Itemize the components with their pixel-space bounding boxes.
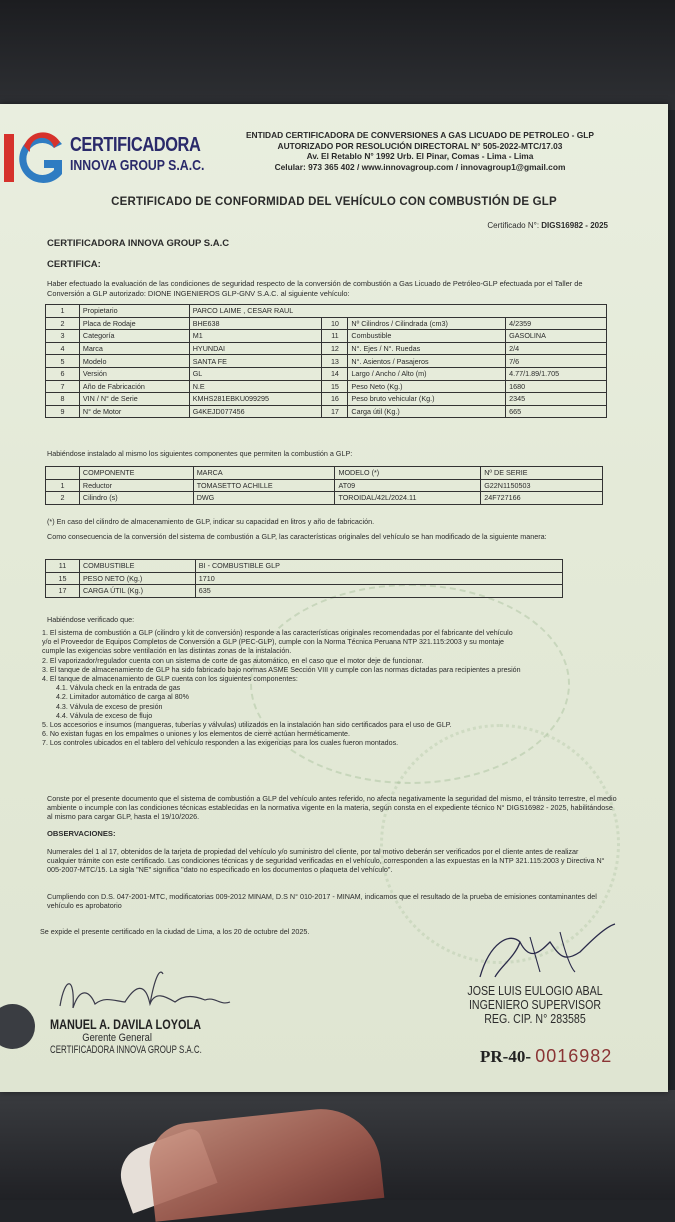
- logo-line-1: CERTIFICADORA: [70, 134, 201, 156]
- cumpliendo-paragraph: Cumpliendo con D.S. 047-2001-MTC, modificatorias 009-2012 MINAM, D.S N° 010-2017 - MINAM, indicamos que el resultado de la prueba de emisiones contaminantes del vehículo es aprobatorio: [47, 892, 597, 911]
- component-name: Reductor: [79, 479, 193, 492]
- component-name: Cilindro (s): [79, 492, 193, 505]
- entity-line-1: ENTIDAD CERTIFICADORA DE CONVERSIONES A GAS LICUADO DE PETROLEO - GLP: [245, 130, 595, 140]
- vehicle-value: G4KEJD077456: [189, 405, 322, 418]
- check-item: 3. El tanque de almacenamiento de GLP ha sido fabricado bajo normas ASME Sección VIII y cumple con las normas dictadas para recipientes a presión: [42, 665, 521, 674]
- vehicle-num: 13: [322, 355, 348, 368]
- signature-right: [470, 922, 620, 984]
- vehicle-label: Marca: [79, 342, 189, 355]
- header-marca: MARCA: [193, 467, 335, 480]
- vehicle-label: N° de Motor: [79, 405, 189, 418]
- vehicle-num: 2: [46, 317, 80, 330]
- logo-line-2: INNOVA GROUP S.A.C.: [70, 157, 205, 174]
- vehicle-label: Versión: [79, 367, 189, 380]
- header-modelo: MODELO (*): [335, 467, 481, 480]
- vehicle-num: 10: [322, 317, 348, 330]
- entity-line-3: Av. El Retablo N° 1992 Urb. El Pinar, Comas - Lima - Lima: [306, 151, 534, 161]
- check-item: 4.4. Válvula de exceso de flujo: [56, 711, 153, 720]
- modified-num: 17: [46, 585, 80, 598]
- vehicle-value: KMHS281EBKU099295: [189, 393, 322, 406]
- vehicle-value: GL: [189, 367, 322, 380]
- signer-right-role: INGENIERO SUPERVISOR: [468, 998, 602, 1012]
- modified-row: [46, 585, 563, 598]
- signature-block-left: [50, 1016, 250, 1056]
- document-title: CERTIFICADO DE CONFORMIDAD DEL VEHÍCULO CON COMBUSTIÓN DE GLP: [111, 196, 557, 208]
- check-item: y/o el Proveedor de Equipos Completos de Conversión a GLP (PEC-GLP), cumple con la Norma Técnica Peruana NTP 321.115:2003 y su montaje: [42, 638, 504, 647]
- vehicle-value: 4.77/1.89/1.705: [506, 367, 607, 380]
- vehicle-label: Categoría: [79, 330, 189, 343]
- component-serial: G22N1150503: [481, 479, 603, 492]
- vehicle-num: 14: [322, 367, 348, 380]
- component-brand: TOMASETTO ACHILLE: [193, 479, 335, 492]
- check-item: 1. El sistema de combustión a GLP (cilindro y kit de conversión) responde a las características originales recomendadas por el fabricante del vehículo: [42, 629, 513, 637]
- vehicle-value: N.E: [189, 380, 322, 393]
- vehicle-row: [46, 393, 607, 406]
- vehicle-label: Nº Cilindros / Cilindrada (cm3): [348, 317, 506, 330]
- vehicle-value: HYUNDAI: [189, 342, 322, 355]
- modified-num: 15: [46, 572, 80, 585]
- observaciones-label: OBSERVACIONES:: [47, 829, 116, 838]
- observaciones-paragraph: Numerales del 1 al 17, obtenidos de la tarjeta de propiedad del vehículo y/o suministro del cliente, por tal motivo deberán ser verificados por el cliente antes de realizar cualquier trámite con este certificado. Las condiciones técnicas y de seguridad verificadas en el vehículo, corresponden a las expuestas en la NTP 321.115:2003 y Directiva N° 005-2007-MTC/15. La sigla "NE" significa "dato no especificado en los documentos o plaqueta del vehículo".: [47, 847, 605, 875]
- component-brand: DWG: [193, 492, 335, 505]
- entity-line-2: AUTORIZADO POR RESOLUCIÓN DIRECTORAL N° 505-2022-MTC/17.03: [277, 140, 563, 151]
- components-header-row: [46, 467, 603, 480]
- company-name: CERTIFICADORA INNOVA GROUP S.A.C: [47, 238, 230, 249]
- vehicle-num: 11: [322, 330, 348, 343]
- vehicle-label: Año de Fabricación: [79, 380, 189, 393]
- vehicle-row: [46, 380, 607, 393]
- vehicle-table: [45, 304, 607, 418]
- modified-row: [46, 560, 563, 573]
- vehicle-value: 2345: [506, 393, 607, 406]
- check-item: 2. El vaporizador/regulador cuenta con un sistema de corte de gas automático, en el caso que el motor deje de funcionar.: [42, 656, 424, 665]
- component-model: AT09: [335, 479, 481, 492]
- header-serie: Nº DE SERIE: [481, 467, 603, 480]
- vehicle-num: 17: [322, 405, 348, 418]
- vehicle-value: 7/6: [506, 355, 607, 368]
- vehicle-value: BHE638: [189, 317, 322, 330]
- check-item: 4.3. Válvula de exceso de presión: [56, 702, 163, 711]
- consequence-paragraph: Como consecuencia de la conversión del sistema de combustión a GLP, las características originales del vehículo se han modificado de la siguiente manera:: [47, 532, 547, 541]
- vehicle-num: 15: [322, 380, 348, 393]
- vehicle-row: [46, 405, 607, 418]
- signature-block-right: [440, 984, 630, 1026]
- entity-line-4: Celular: 973 365 402 / www.innovagroup.com / innovagroup1@gmail.com: [274, 161, 566, 172]
- entity-header: [205, 130, 635, 172]
- signer-left-name: MANUEL A. DAVILA LOYOLA: [50, 1016, 202, 1032]
- signer-right-reg: REG. CIP. N° 283585: [484, 1012, 586, 1026]
- intro-paragraph: Haber efectuado la evaluación de las condiciones de seguridad respecto de la conversión de combustión a Gas Licuado de Petróleo-GLP efectuada por el Taller de Conversión a GLP autorizado: DIONE INGENIEROS GLP-GNV S.A.C. al siguiente vehículo:: [47, 279, 583, 298]
- logo-text: [70, 134, 205, 174]
- vehicle-value: PARCO LAIME , CESAR RAUL: [189, 305, 606, 318]
- modified-value: BI - COMBUSTIBLE GLP: [195, 560, 562, 573]
- component-serial: 24F727166: [481, 492, 603, 505]
- modified-table: [45, 559, 563, 598]
- vehicle-num: 5: [46, 355, 80, 368]
- vehicle-num: 1: [46, 305, 80, 318]
- vehicle-label: Peso bruto vehicular (Kg.): [348, 393, 506, 406]
- signer-right-name: JOSE LUIS EULOGIO ABAL: [467, 984, 603, 998]
- signature-left: [55, 966, 235, 1016]
- signer-left-company: CERTIFICADORA INNOVA GROUP S.A.C.: [50, 1044, 202, 1056]
- vehicle-row: [46, 367, 607, 380]
- vehicle-label: Largo / Ancho / Alto (m): [348, 367, 506, 380]
- check-item: 4. El tanque de almacenamiento de GLP cuenta con los siguientes componentes:: [42, 675, 298, 684]
- vehicle-row: [46, 355, 607, 368]
- vehicle-num: 7: [46, 380, 80, 393]
- vehicle-value: GASOLINA: [506, 330, 607, 343]
- component-row: [46, 492, 603, 505]
- background-top: [0, 0, 675, 110]
- sticker-dot: [0, 1004, 35, 1049]
- component-num: 2: [46, 492, 80, 505]
- vehicle-value: SANTA FE: [189, 355, 322, 368]
- vehicle-label: N°. Asientos / Pasajeros: [348, 355, 506, 368]
- serial-prefix: PR-40-: [480, 1047, 531, 1066]
- modified-num: 11: [46, 560, 80, 573]
- footnote: (*) En caso del cilindro de almacenamiento de GLP, indicar su capacidad en litros y año de fabricación.: [47, 517, 375, 526]
- check-item: 4.2. Limitador automático de carga al 80%: [56, 693, 189, 702]
- certificate-number-value: DIGS16982 - 2025: [541, 221, 608, 230]
- check-item: 5. Los accesorios e insumos (mangueras, tuberías y válvulas) utilizados en la instalación han sido certificados para el uso de GLP.: [42, 721, 452, 730]
- vehicle-num: 12: [322, 342, 348, 355]
- check-item: 7. Los controles ubicados en el tablero del vehículo responden a las exigencias para los cuales fueron montados.: [42, 739, 399, 748]
- certificate-number: [487, 221, 608, 230]
- verified-intro: Habiéndose verificado que:: [47, 615, 135, 624]
- vehicle-label: Carga útil (Kg.): [348, 405, 506, 418]
- component-row: [46, 479, 603, 492]
- component-num: 1: [46, 479, 80, 492]
- check-item: cumple las exigencias sobre ventilación en las distintas zonas de la instalación.: [42, 647, 292, 656]
- vehicle-num: 6: [46, 367, 80, 380]
- checks-list: [42, 629, 617, 749]
- vehicle-num: 16: [322, 393, 348, 406]
- modified-label: CARGA ÚTIL (Kg.): [79, 585, 195, 598]
- modified-value: 1710: [195, 572, 562, 585]
- vehicle-value: 4/2359: [506, 317, 607, 330]
- vehicle-value: M1: [189, 330, 322, 343]
- vehicle-value: 1680: [506, 380, 607, 393]
- header-num: [46, 467, 80, 480]
- modified-row: [46, 572, 563, 585]
- check-item: 6. No existan fugas en los empalmes o uniones y los elementos de cierre actúan herméticamente.: [42, 730, 350, 739]
- vehicle-num: 4: [46, 342, 80, 355]
- components-intro: Habiéndose instalado al mismo los siguientes componentes que permiten la combustión a GLP:: [47, 449, 353, 458]
- vehicle-row: [46, 305, 607, 318]
- vehicle-row: [46, 317, 607, 330]
- vehicle-row: [46, 342, 607, 355]
- vehicle-label: Modelo: [79, 355, 189, 368]
- vehicle-num: 8: [46, 393, 80, 406]
- conste-paragraph: Conste por el presente documento que el sistema de combustión a GLP del vehículo antes referido, no afecta negativamente la seguridad del mismo, el tránsito terrestre, el medio ambiente o incumple con las condiciones técnicas establecidas en la normativa vigente en la materia, según consta en el expediente técnico N° DIGS16982 - 2025, habilitándose al mismo para cargar GLP, hasta el 19/10/2026.: [47, 794, 617, 822]
- certificate-sheet: [0, 104, 668, 1092]
- vehicle-num: 9: [46, 405, 80, 418]
- modified-label: PESO NETO (Kg.): [79, 572, 195, 585]
- vehicle-row: [46, 330, 607, 343]
- vehicle-value: 665: [506, 405, 607, 418]
- signer-left-role: Gerente General: [82, 1032, 152, 1044]
- modified-label: COMBUSTIBLE: [79, 560, 195, 573]
- components-table: [45, 466, 603, 505]
- modified-value: 635: [195, 585, 562, 598]
- vehicle-label: Combustible: [348, 330, 506, 343]
- header-componente: COMPONENTE: [79, 467, 193, 480]
- vehicle-label: Peso Neto (Kg.): [348, 380, 506, 393]
- vehicle-label: Placa de Rodaje: [79, 317, 189, 330]
- component-model: TOROIDAL/42L/2024.11: [335, 492, 481, 505]
- vehicle-label: Propietario: [79, 305, 189, 318]
- certifica-heading: CERTIFICA:: [47, 259, 101, 270]
- check-item: 4.1. Válvula check en la entrada de gas: [56, 684, 181, 693]
- expide-line: Se expide el presente certificado en la ciudad de Lima, a los 20 de octubre del 2025.: [40, 927, 310, 936]
- serial-value: 0016982: [535, 1046, 613, 1066]
- vehicle-label: VIN / N° de Serie: [79, 393, 189, 406]
- certificate-number-label: Certificado N°:: [487, 221, 540, 230]
- serial-number: [480, 1046, 612, 1067]
- vehicle-value: 2/4: [506, 342, 607, 355]
- vehicle-num: 3: [46, 330, 80, 343]
- vehicle-label: N°. Ejes / N°. Ruedas: [348, 342, 506, 355]
